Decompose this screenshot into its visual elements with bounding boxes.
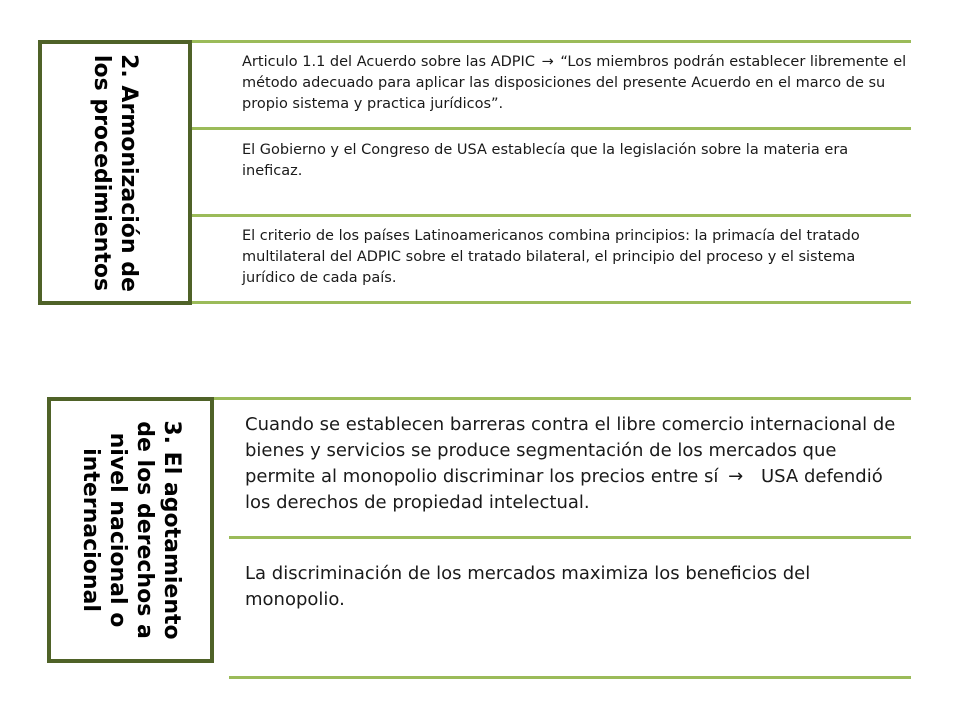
item-text: El Gobierno y el Congreso de USA establecía que la legislación sobre la materia era ineficaz. [242, 142, 849, 179]
section-2-item-1 [242, 52, 907, 115]
section-3-title: 3. El agotamiento de los derechos a nivel nacional o internacional [77, 420, 184, 640]
item-text: La discriminación de los mercados maximiza los beneficios del monopolio. [245, 563, 811, 610]
item-text: “Los miembros podrán establecer libremente el método adecuado para aplicar las disposiciones del presente Acuerdo en el marco de su propio sistema y practica jurídicos”. [242, 54, 907, 112]
divider-line [229, 536, 911, 539]
divider-line [192, 127, 911, 130]
divider-line [214, 397, 911, 400]
divider-line [229, 676, 911, 679]
item-text: El criterio de los países Latinoamericanos combina principios: la primacía del tratado multilateral del ADPIC sobre el tratado bilateral, el principio del proceso y el sistema jurídico de cada país. [242, 228, 860, 286]
section-2-item-2 [242, 140, 907, 182]
section-3-item-2 [245, 561, 910, 613]
section-2-title-box [38, 40, 192, 305]
item-text: USA defendió los derechos de propiedad intelectual. [245, 466, 883, 513]
arrow-right-icon: → [541, 54, 554, 70]
divider-line [192, 214, 911, 217]
item-text: Articulo 1.1 del Acuerdo sobre las ADPIC [242, 54, 535, 70]
divider-line [192, 40, 911, 43]
divider-line [192, 301, 911, 304]
item-text: Cuando se establecen barreras contra el libre comercio internacional de bienes y servicios se produce segmentación de los mercados que permite al monopolio discriminar los precios entre sí [245, 414, 896, 487]
section-2-item-3 [242, 226, 907, 289]
arrow-right-icon: → [728, 466, 744, 487]
section-3-title-box [47, 397, 214, 663]
section-3-item-1 [245, 412, 910, 516]
section-2-title: 2. Armonización de los procedimientos [89, 53, 141, 292]
